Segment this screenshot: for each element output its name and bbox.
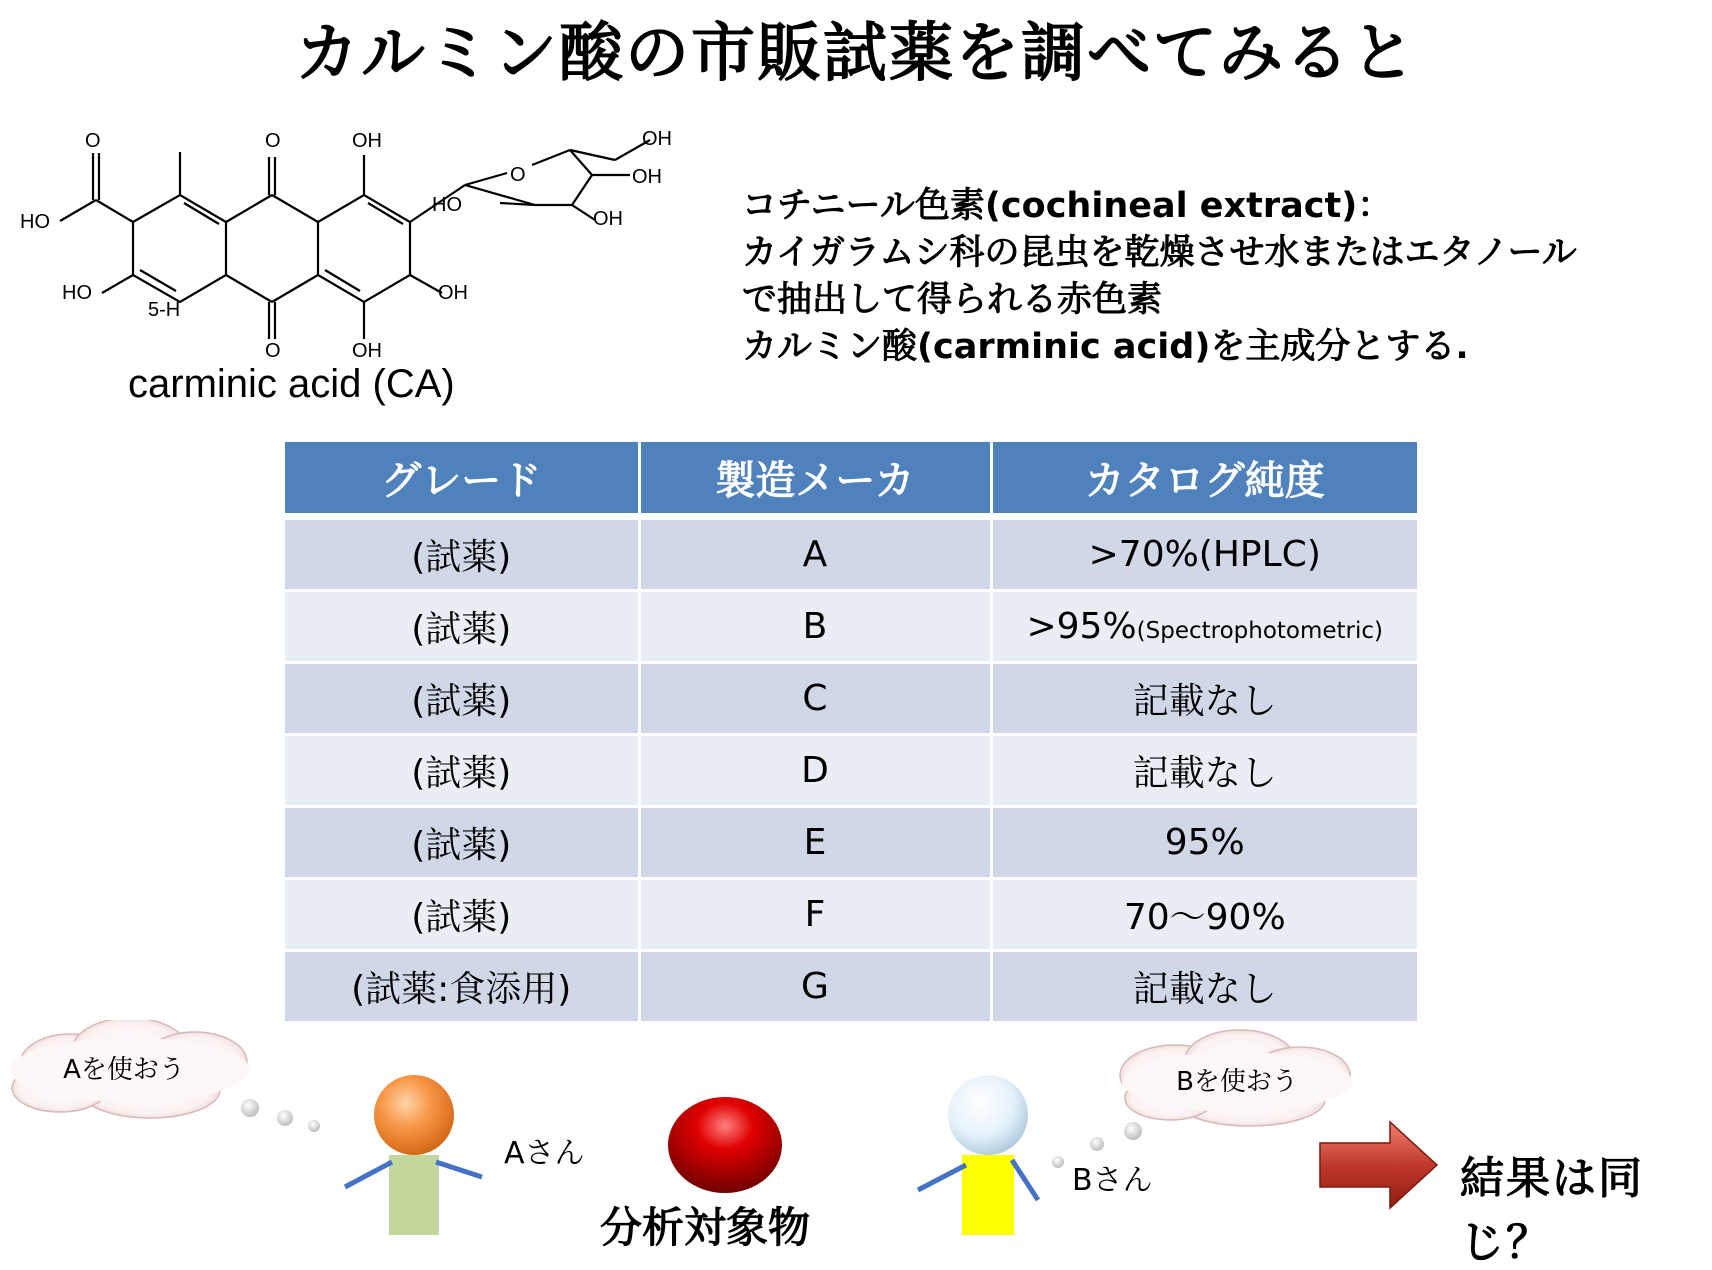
purity-value: 70～90% [1123, 897, 1286, 938]
thought-cloud-a [10, 1020, 320, 1132]
person-b-figure [918, 1075, 1038, 1235]
column-header-maker: 製造メーカ [639, 442, 991, 517]
thought-text-a: Aを使おう [63, 1055, 185, 1085]
maker-cell: D [639, 735, 991, 807]
table-row [285, 517, 1417, 591]
analyte-icon [668, 1097, 782, 1193]
carminic-acid-structure [10, 125, 680, 365]
grade-cell: (試薬) [285, 735, 639, 807]
atom-label: HO [62, 282, 92, 304]
thought-bubble-dot [277, 1110, 293, 1126]
maker-cell: G [639, 951, 991, 1023]
purity-value: 記載なし [1132, 969, 1277, 1010]
scene-illustration [0, 1020, 1712, 1256]
purity-value: >70%(HPLC) [1088, 534, 1321, 575]
grade-cell: (試薬) [285, 591, 639, 663]
person-a-arm [345, 1162, 392, 1187]
grade-cell: (試薬:食添用) [285, 951, 639, 1023]
person-b-label: Bさん [1072, 1163, 1153, 1198]
atom-label: 5-H [148, 299, 181, 321]
maker-cell: C [639, 663, 991, 735]
description-line: で抽出して得られる赤色素 [742, 280, 1163, 320]
grade-cell: (試薬) [285, 879, 639, 951]
atom-label: O [265, 130, 281, 152]
person-a-figure [345, 1075, 482, 1235]
atom-label: HO [20, 211, 50, 233]
table-row [285, 735, 1417, 807]
page-title: カルミン酸の市販試薬を調べてみると [295, 17, 1417, 91]
table-row [285, 879, 1417, 951]
thought-text-b: Bを使おう [1176, 1067, 1298, 1097]
thought-cloud-b [1052, 1030, 1352, 1168]
purity-value: 記載なし [1132, 681, 1277, 722]
purity-value: >95% [1026, 606, 1137, 647]
purity-value: 95% [1164, 822, 1245, 863]
purity-cell [991, 663, 1417, 735]
purity-cell [991, 807, 1417, 879]
result-label: 結果は同じ？ [1460, 1153, 1644, 1268]
person-b-head [948, 1075, 1028, 1155]
person-b-arm [918, 1165, 966, 1190]
column-header-grade: グレード [285, 442, 639, 517]
column-header-purity: カタログ純度 [991, 442, 1417, 517]
atom-label: O [265, 340, 281, 362]
atom-label: O [85, 130, 101, 152]
purity-note: (Spectrophotometric) [1136, 618, 1384, 644]
person-a-body [389, 1155, 439, 1235]
grade-cell: (試薬) [285, 663, 639, 735]
structure-caption: carminic acid (CA) [128, 362, 455, 406]
thought-bubble-dot [1090, 1137, 1104, 1151]
reagent-table [285, 442, 1417, 1024]
purity-cell [991, 591, 1417, 663]
atom-label: OH [438, 282, 468, 304]
person-b-arm [1012, 1160, 1038, 1200]
arrow-right-icon [1320, 1122, 1437, 1208]
analyte-label: 分析対象物 [600, 1203, 811, 1252]
person-a-head [374, 1075, 454, 1155]
atom-label: HO [432, 194, 462, 216]
description-line: カルミン酸(carminic acid)を主成分とする. [742, 327, 1469, 367]
purity-cell [991, 735, 1417, 807]
thought-bubble-dot [1124, 1122, 1142, 1140]
description [742, 183, 1682, 371]
description-line: コチニール色素(cochineal extract)： [742, 186, 1393, 226]
atom-label: OH [352, 130, 382, 152]
table-row [285, 807, 1417, 879]
grade-cell: (試薬) [285, 517, 639, 591]
purity-cell [991, 517, 1417, 591]
person-a-arm [436, 1162, 482, 1177]
atom-label: OH [593, 208, 623, 230]
description-line: カイガラムシ科の昆虫を乾燥させ水またはエタノール [742, 233, 1577, 273]
maker-cell: B [639, 591, 991, 663]
grade-cell: (試薬) [285, 807, 639, 879]
maker-cell: A [639, 517, 991, 591]
thought-bubble-dot [1052, 1156, 1064, 1168]
atom-label: OH [642, 128, 672, 150]
purity-cell [991, 879, 1417, 951]
table-row [285, 591, 1417, 663]
atom-label: O [510, 164, 526, 186]
person-b-body [962, 1155, 1014, 1235]
purity-cell [991, 951, 1417, 1023]
thought-bubble-dot [241, 1099, 259, 1117]
person-a-label: Aさん [504, 1136, 585, 1171]
maker-cell: F [639, 879, 991, 951]
thought-bubble-dot [308, 1120, 320, 1132]
table-row [285, 951, 1417, 1023]
atom-label: OH [352, 340, 382, 362]
purity-value: 記載なし [1132, 753, 1277, 794]
table-row [285, 663, 1417, 735]
atom-label: OH [632, 166, 662, 188]
maker-cell: E [639, 807, 991, 879]
table-header-row [285, 442, 1417, 517]
